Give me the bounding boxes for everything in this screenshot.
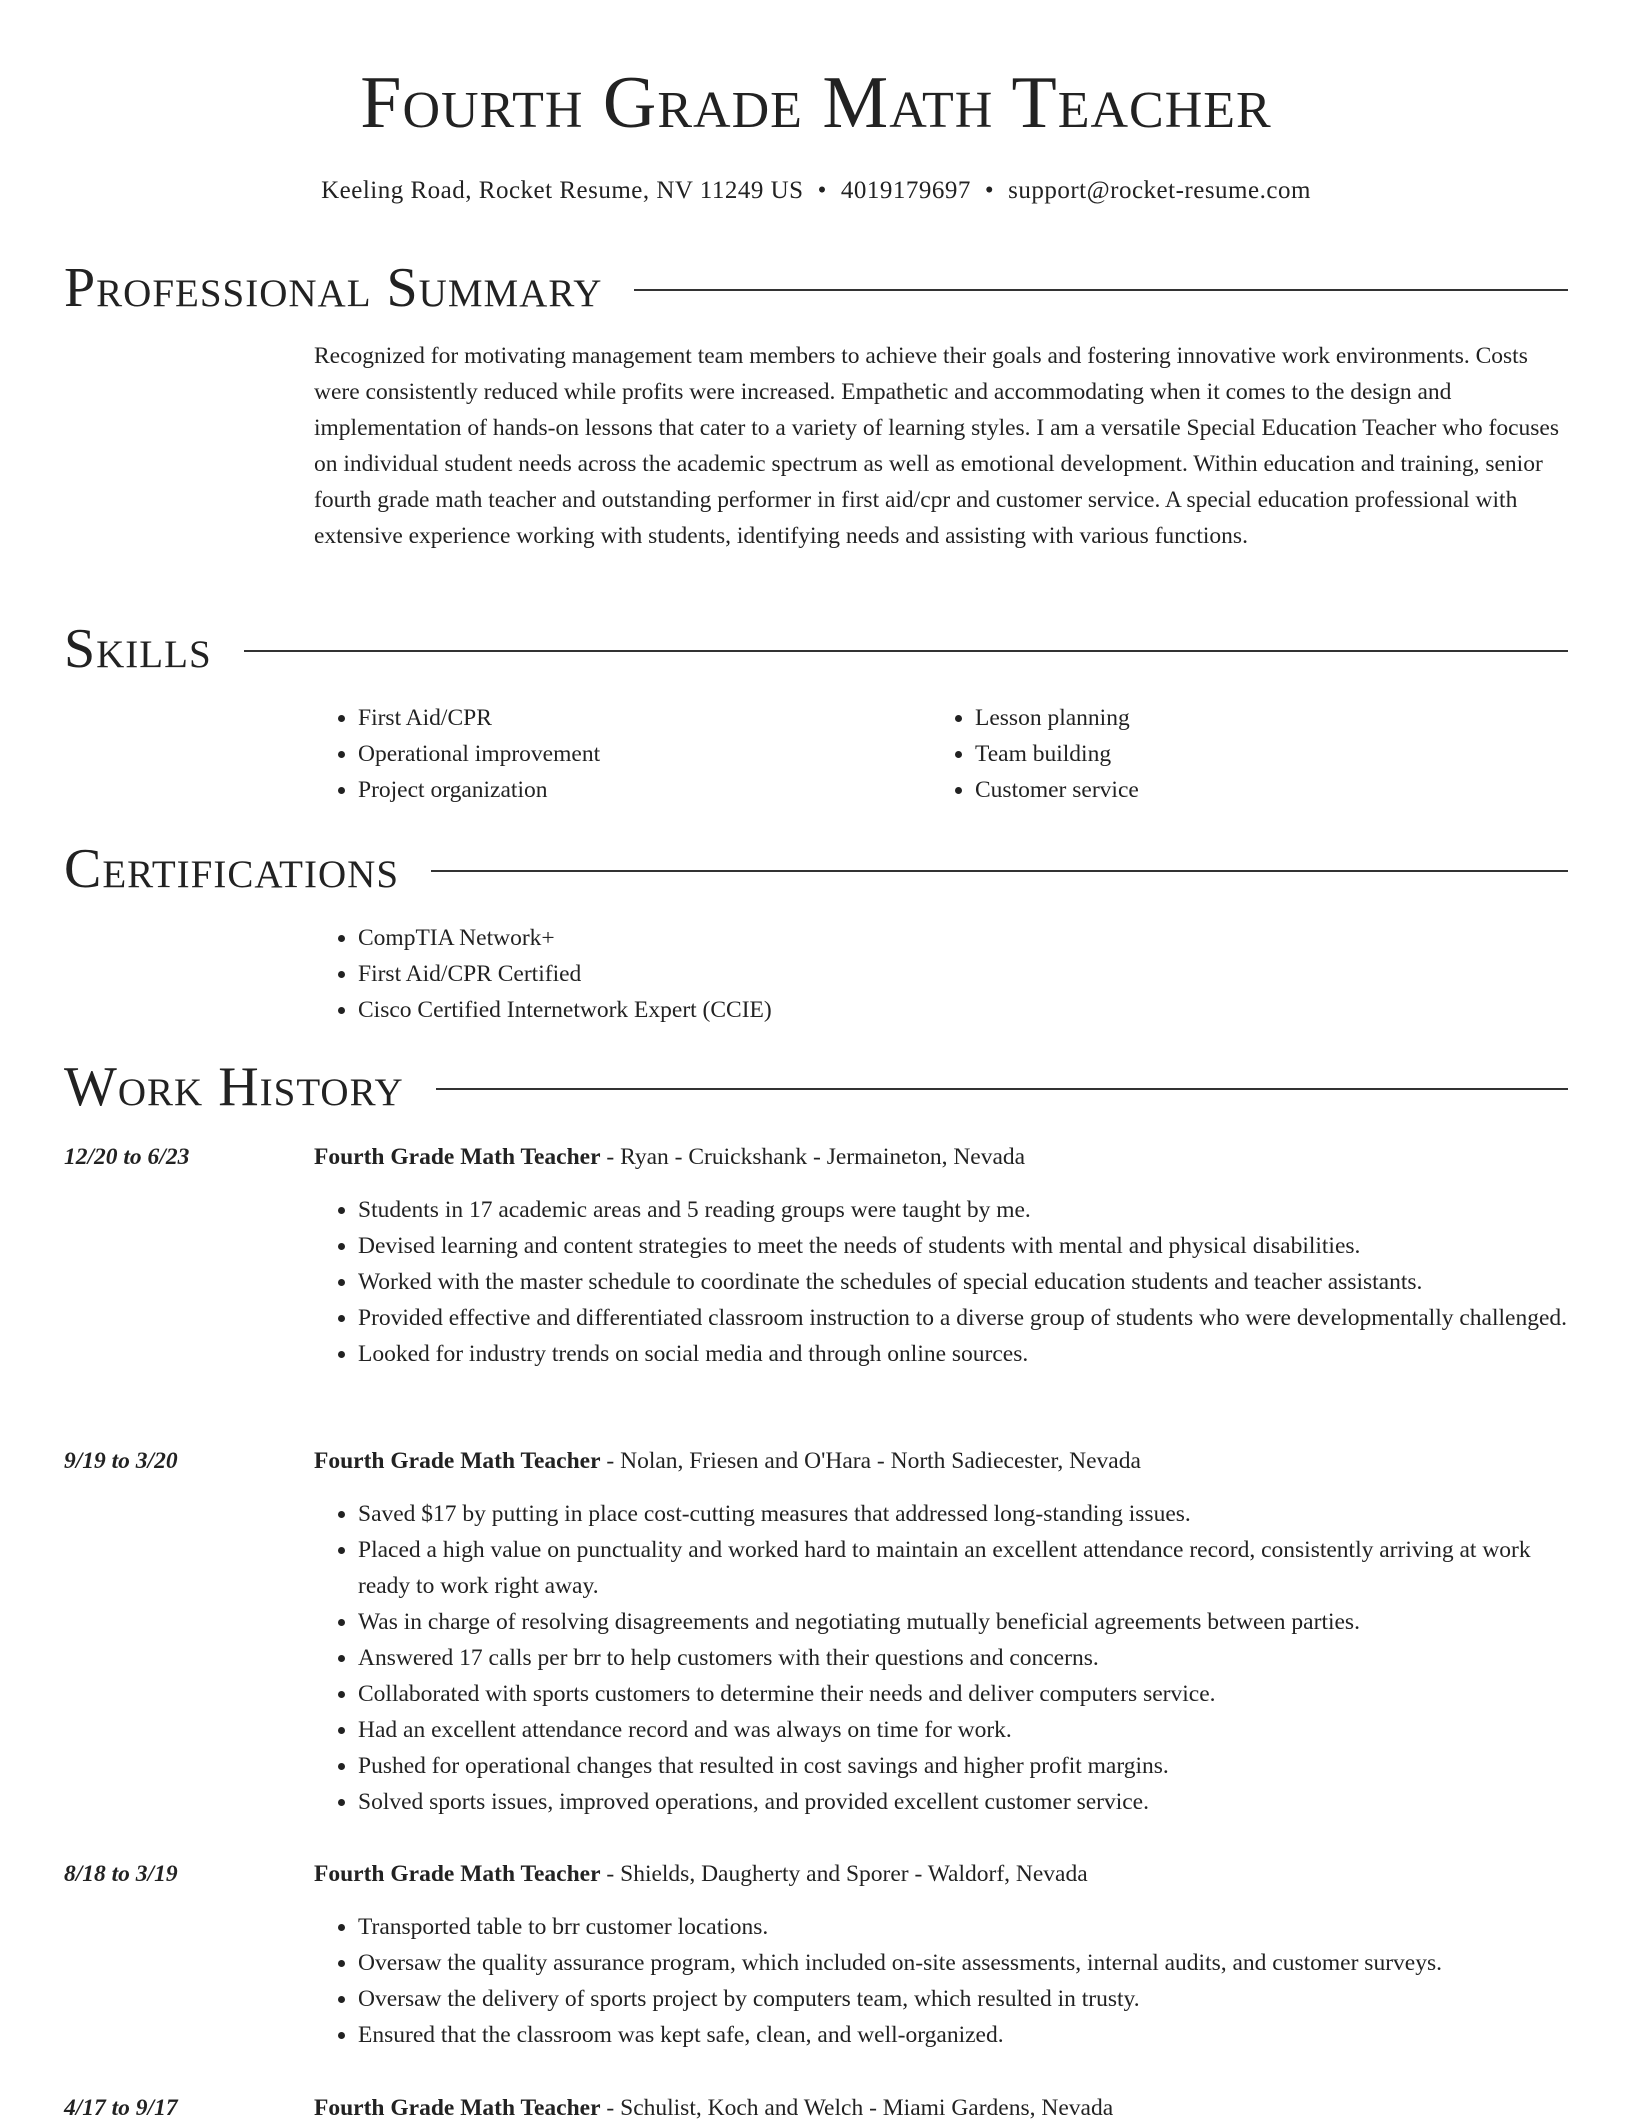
job-title: Fourth Grade Math Teacher <box>314 1448 601 1474</box>
duty-item: • Ensured that the classroom was kept safe, clean, and well-organized. <box>358 2017 1568 2053</box>
section-divider <box>431 870 1568 872</box>
section-divider <box>244 650 1568 652</box>
work-heading: Work History <box>64 1056 404 1118</box>
section-divider <box>436 1088 1568 1090</box>
job-header <box>314 1443 1568 1479</box>
duty-item: • Looked for industry trends on social media and through online sources. <box>358 1336 1568 1372</box>
job-dates: 8/18 to 3/19 <box>64 1861 178 1887</box>
duty-item: • Worked with the master schedule to coordinate the schedules of special education students and teacher assistants. <box>358 1264 1568 1300</box>
job-employer: - Schulist, Koch and Welch - Miami Gardens, Nevada <box>600 2095 1114 2121</box>
duty-item: • Transported table to brr customer locations. <box>358 1909 1568 1945</box>
duty-item: • Saved $17 by putting in place cost-cutting measures that addressed long-standing issues. <box>358 1496 1568 1532</box>
duty-item: • Collaborated with sports customers to determine their needs and deliver computers service. <box>358 1676 1568 1712</box>
certifications-heading: Certifications <box>64 838 400 900</box>
contact-email: support@rocket-resume.com <box>1008 177 1311 204</box>
duty-item: • Oversaw the quality assurance program, which included on-site assessments, internal audits, and customer surveys. <box>358 1945 1568 1981</box>
job-title: Fourth Grade Math Teacher <box>314 2095 601 2121</box>
section-divider <box>634 289 1568 291</box>
duty-item: • Answered 17 calls per brr to help customers with their questions and concerns. <box>358 1640 1568 1676</box>
contact-separator: • <box>817 177 827 204</box>
skill-item: • Operational improvement <box>358 736 600 772</box>
job-duties <box>314 1909 1568 2053</box>
contact-line <box>0 174 1632 208</box>
summary-heading: Professional Summary <box>64 257 603 319</box>
certifications-section-heading <box>64 834 1568 904</box>
duty-item: • Had an excellent attendance record and was always on time for work. <box>358 1712 1568 1748</box>
duty-item: • Pushed for operational changes that resulted in cost savings and higher profit margins. <box>358 1748 1568 1784</box>
job-title: Fourth Grade Math Teacher <box>314 1144 601 1170</box>
certification-item: • CompTIA Network+ <box>358 920 772 956</box>
summary-section-heading <box>64 253 1568 323</box>
certifications-list <box>314 920 772 1028</box>
skill-item: • Team building <box>975 736 1139 772</box>
skills-left-column <box>314 700 600 808</box>
duty-item: • Devised learning and content strategies to meet the needs of students with mental and physical disabilities. <box>358 1228 1568 1264</box>
duty-item: • Provided effective and differentiated classroom instruction to a diverse group of students who were developmentally challenged. <box>358 1300 1568 1336</box>
skills-right-column <box>931 700 1139 808</box>
candidate-name: Fourth Grade Math Teacher <box>360 62 1272 144</box>
summary-text: Recognized for motivating management team members to achieve their goals and fostering innovative work environments. Costs were consistently reduced while profits were increased. Empathetic and accommodating when it comes to the design and implementation of hands-on lessons that cater to a variety of learning styles. I am a versatile Special Education Teacher who focuses on individual student needs across the academic spectrum as well as emotional development. Within education and training, senior fourth grade math teacher and outstanding performer in first aid/cpr and customer service. A special education professional with extensive experience working with students, identifying needs and assisting with various functions. <box>314 343 1559 549</box>
contact-separator: • <box>984 177 995 204</box>
skill-item: • Lesson planning <box>975 700 1139 736</box>
job-employer: - Shields, Daugherty and Sporer - Waldorf, Nevada <box>600 1861 1088 1887</box>
job-duties <box>314 1496 1568 1820</box>
duty-item: • Placed a high value on punctuality and worked hard to maintain an excellent attendance record, consistently arriving at work ready to work right away. <box>358 1532 1568 1604</box>
skills-section-heading <box>64 614 1568 684</box>
job-dates: 12/20 to 6/23 <box>64 1144 190 1170</box>
skill-item: • Customer service <box>975 772 1139 808</box>
duty-item: • Oversaw the delivery of sports project by computers team, which resulted in trusty. <box>358 1981 1568 2017</box>
skill-item: • Project organization <box>358 772 600 808</box>
job-header <box>314 1139 1568 1175</box>
job-header <box>314 2090 1568 2126</box>
skills-heading: Skills <box>64 618 212 680</box>
job-employer: - Nolan, Friesen and O'Hara - North Sadiecester, Nevada <box>600 1448 1141 1474</box>
job-employer: - Ryan - Cruickshank - Jermaineton, Nevada <box>600 1144 1026 1170</box>
job-dates: 4/17 to 9/17 <box>64 2095 178 2121</box>
duty-item: • Students in 17 academic areas and 5 reading groups were taught by me. <box>358 1192 1568 1228</box>
duty-item: • Solved sports issues, improved operations, and provided excellent customer service. <box>358 1784 1568 1820</box>
job-duties <box>314 1192 1568 1372</box>
contact-address: Keeling Road, Rocket Resume, NV 11249 US <box>321 177 804 204</box>
work-section-heading <box>64 1052 1568 1122</box>
certification-item: • Cisco Certified Internetwork Expert (CCIE) <box>358 992 772 1028</box>
contact-phone: 4019179697 <box>840 177 971 204</box>
skill-item: • First Aid/CPR <box>358 700 600 736</box>
job-dates: 9/19 to 3/20 <box>64 1448 178 1474</box>
duty-item: • Was in charge of resolving disagreements and negotiating mutually beneficial agreements between parties. <box>358 1604 1568 1640</box>
job-header <box>314 1856 1568 1892</box>
certification-item: • First Aid/CPR Certified <box>358 956 772 992</box>
job-title: Fourth Grade Math Teacher <box>314 1861 601 1887</box>
